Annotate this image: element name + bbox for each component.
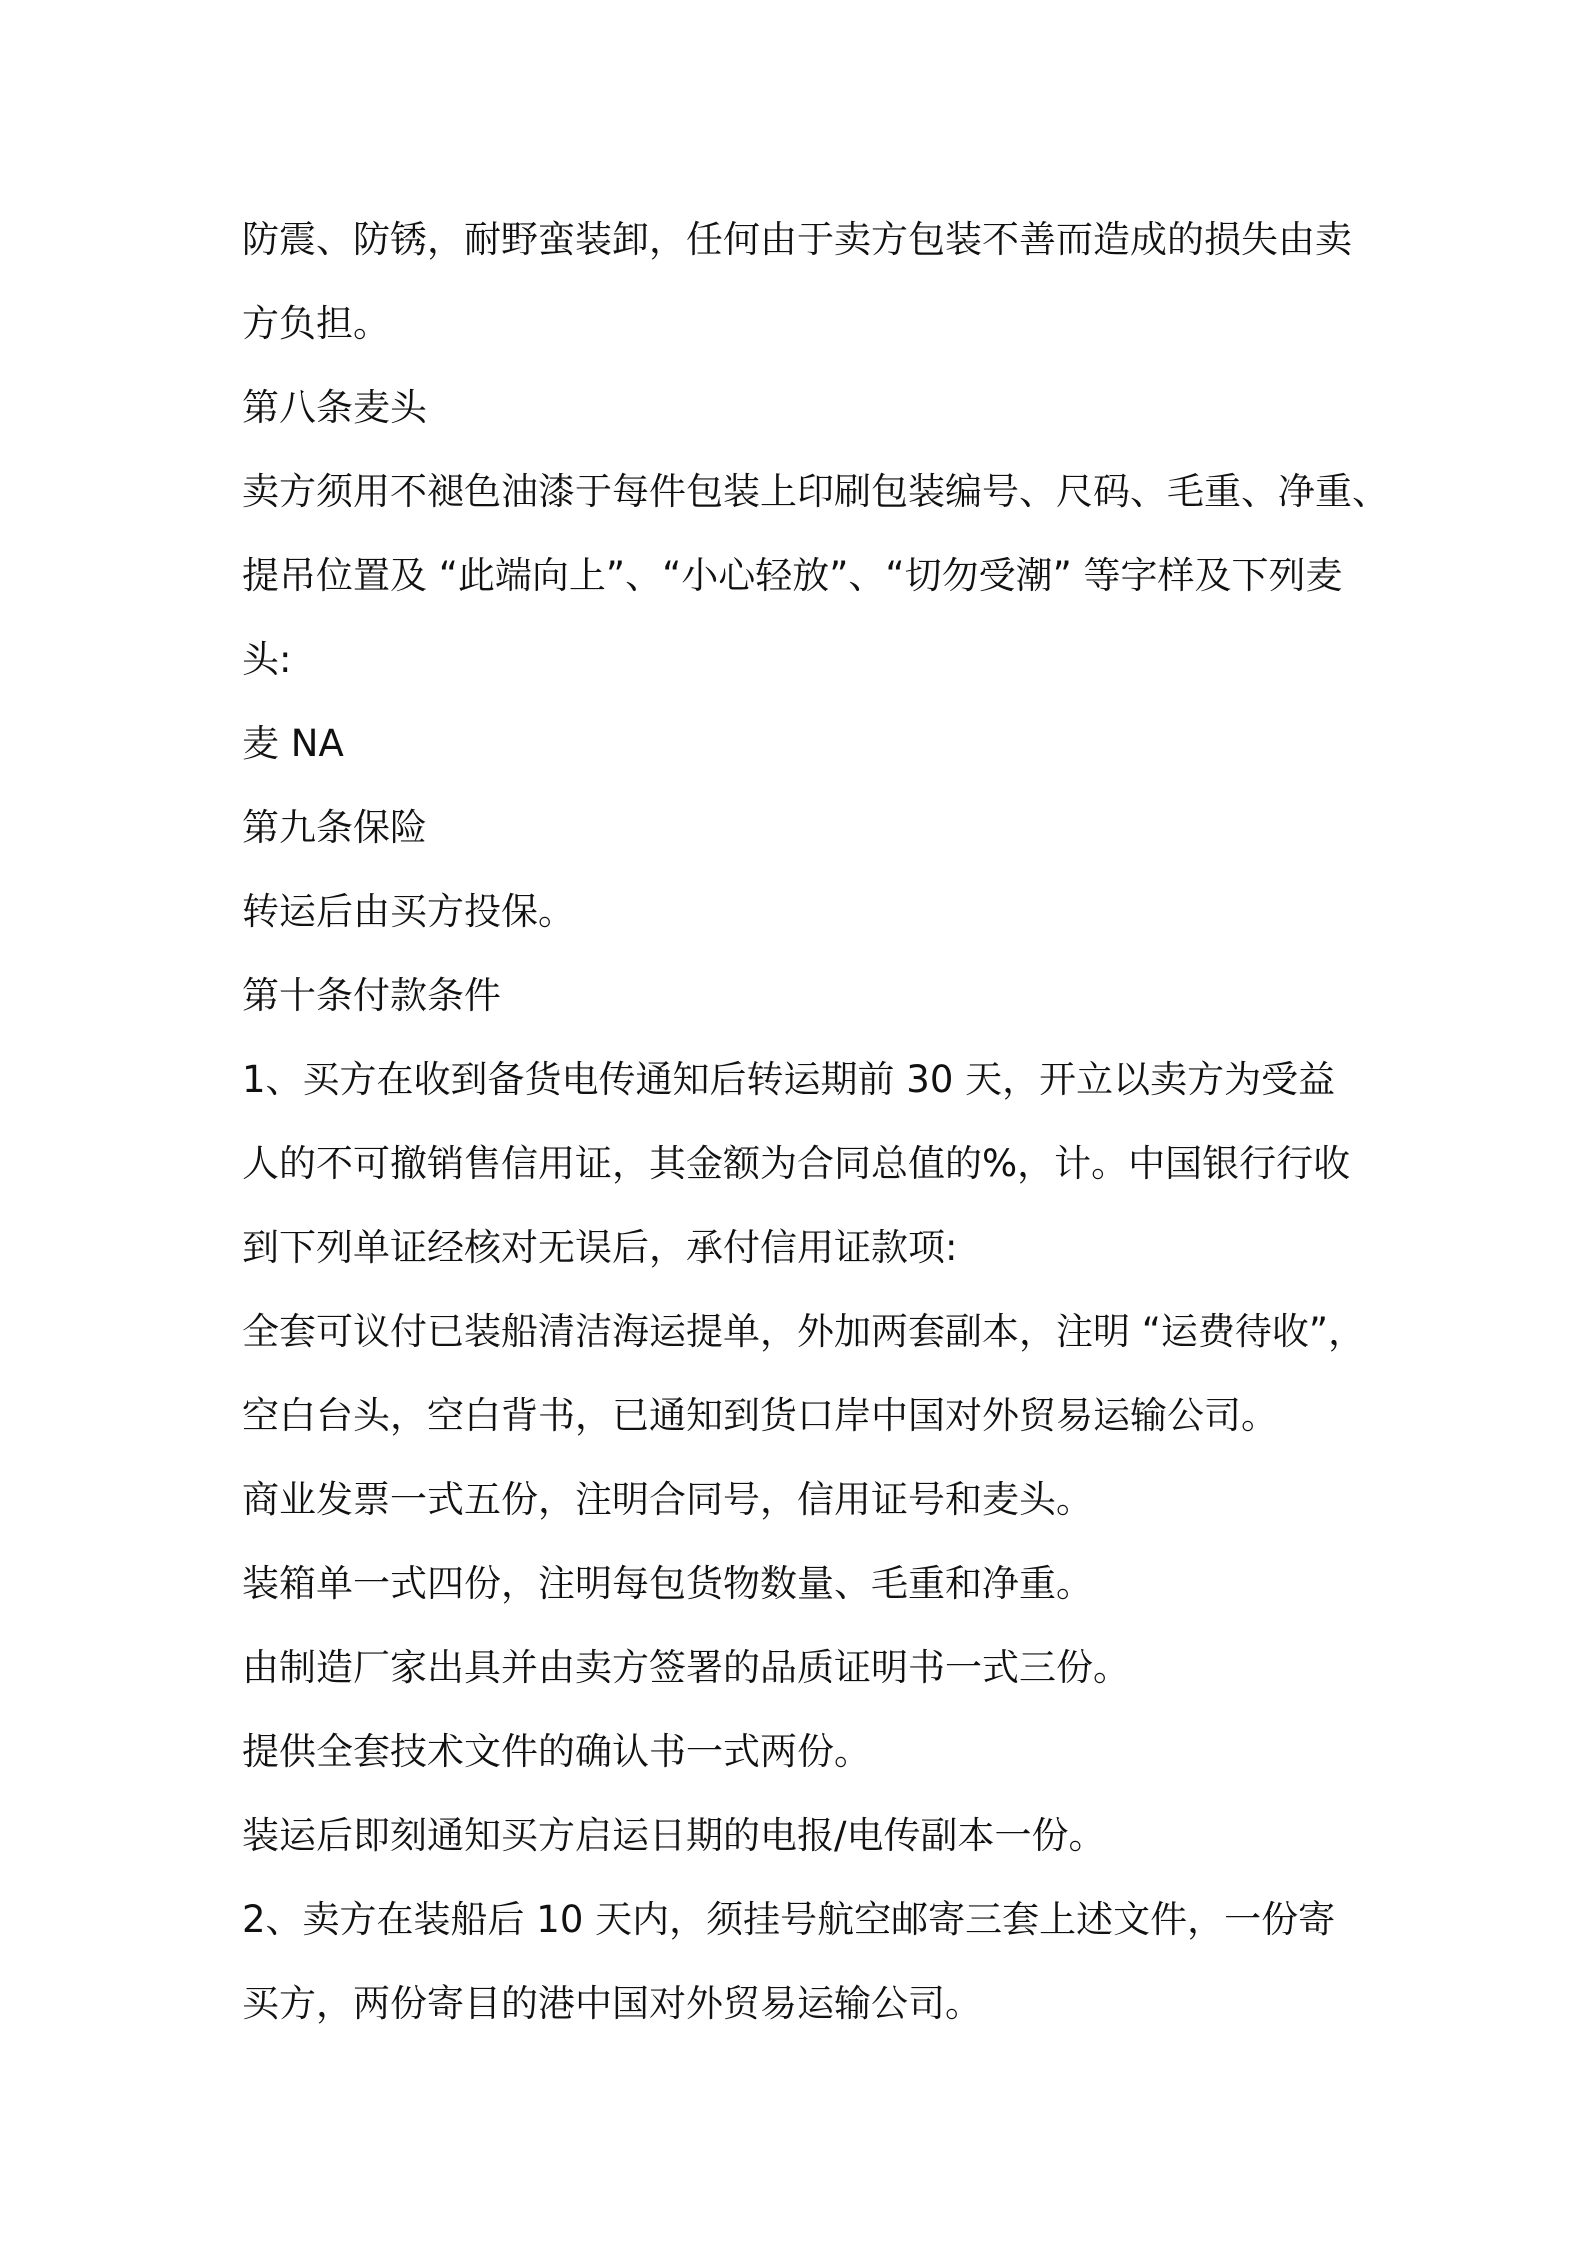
paragraph-line: 装运后即刻通知买方启运日期的电报/电传副本一份。 (242, 1814, 1106, 1857)
paragraph-line: 方负担。 (242, 302, 390, 345)
paragraph-line: 提吊位置及 “此端向上”、“小心轻放”、“切勿受潮” 等字样及下列麦 (242, 554, 1343, 597)
paragraph-line: 转运后由买方投保。 (242, 890, 575, 933)
paragraph-line: 商业发票一式五份，注明合同号，信用证号和麦头。 (242, 1478, 1093, 1521)
paragraph-line: 装箱单一式四份，注明每包货物数量、毛重和净重。 (242, 1562, 1093, 1605)
paragraph-line: 提供全套技术文件的确认书一式两份。 (242, 1730, 871, 1773)
article-heading: 第十条付款条件 (242, 974, 501, 1017)
paragraph-line: 到下列单证经核对无误后，承付信用证款项: (242, 1226, 958, 1269)
paragraph-line: 头: (242, 638, 292, 681)
paragraph-line: 卖方须用不褪色油漆于每件包装上印刷包装编号、尺码、毛重、净重、 (242, 470, 1389, 513)
shipping-mark-line: 麦 NA (242, 722, 344, 765)
paragraph-line: 全套可议付已装船清洁海运提单，外加两套副本，注明 “运费待收”， (242, 1310, 1366, 1353)
paragraph-line: 防震、防锈，耐野蛮装卸，任何由于卖方包装不善而造成的损失由卖 (242, 218, 1352, 261)
article-heading: 第九条保险 (242, 806, 427, 849)
paragraph-line: 人的不可撤销售信用证，其金额为合同总值的%，计。中国银行行收 (242, 1142, 1351, 1185)
paragraph-line: 买方，两份寄目的港中国对外贸易运输公司。 (242, 1982, 982, 2025)
article-heading: 第八条麦头 (242, 386, 427, 429)
paragraph-line: 由制造厂家出具并由卖方签署的品质证明书一式三份。 (242, 1646, 1130, 1689)
paragraph-line: 2、卖方在装船后 10 天内，须挂号航空邮寄三套上述文件，一份寄 (242, 1898, 1336, 1941)
paragraph-line: 空白台头，空白背书，已通知到货口岸中国对外贸易运输公司。 (242, 1394, 1278, 1437)
paragraph-line: 1、买方在收到备货电传通知后转运期前 30 天，开立以卖方为受益 (242, 1058, 1336, 1101)
document-body (242, 198, 1389, 2046)
